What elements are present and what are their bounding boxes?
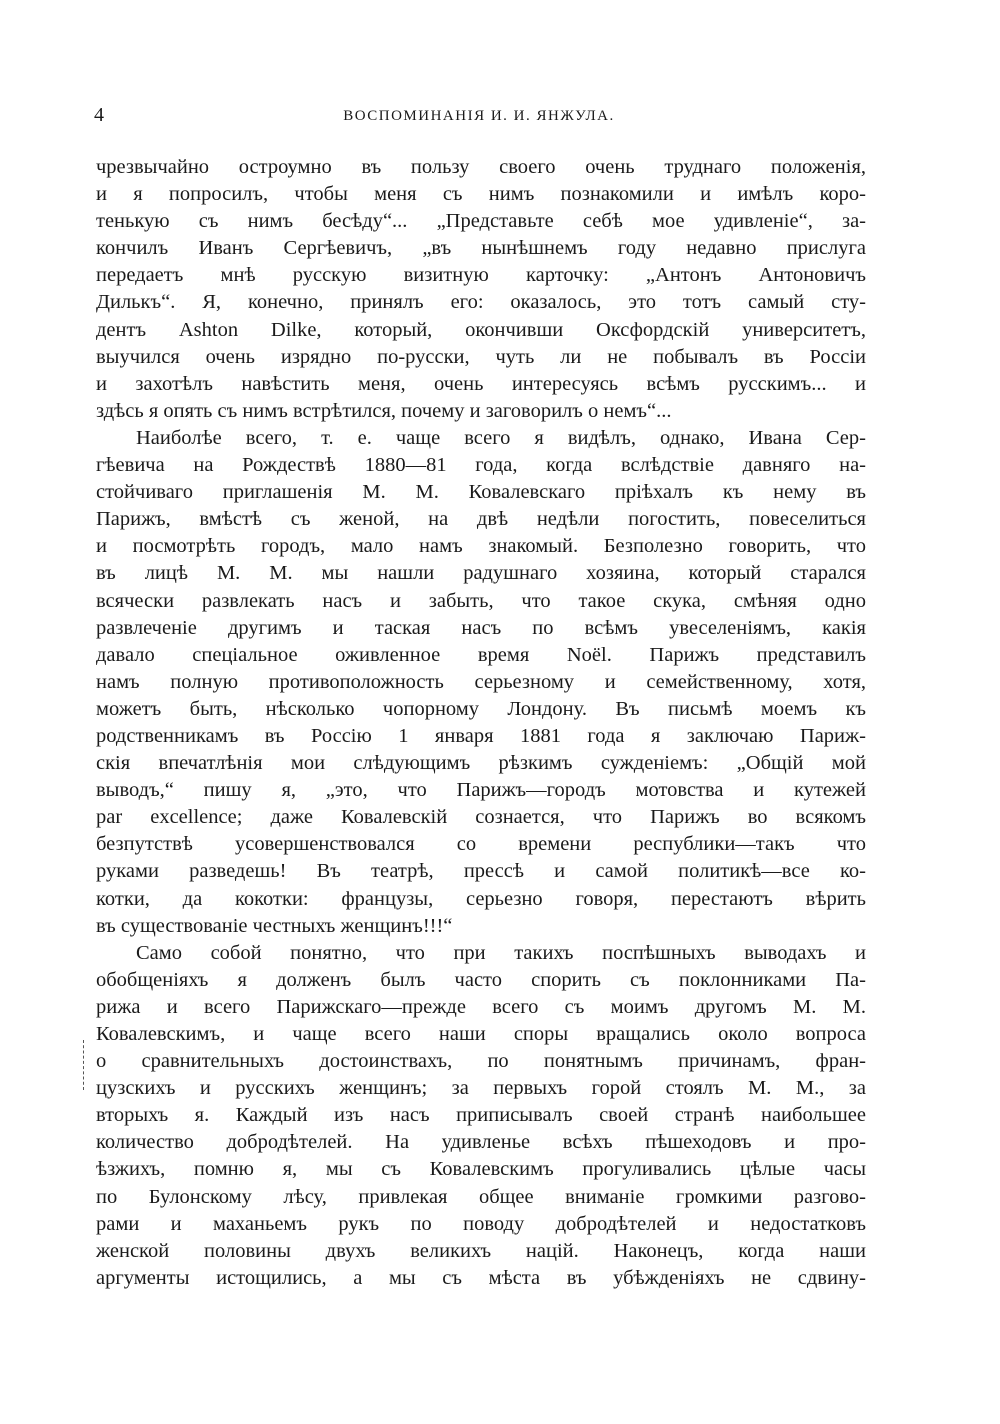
text-line: родственникамъ въ Россію 1 января 1881 года я заключаю Париж- — [96, 724, 866, 747]
text-line: руками разведешь! Въ театрѣ, прессѣ и самой политикѣ—все ко- — [96, 860, 866, 883]
text-line: рами и маханьемъ рукъ по поводу добродѣтелей и недостатковъ — [96, 1212, 866, 1235]
text-line: и захотѣлъ навѣстить меня, очень интересуясь всѣмъ русскимъ... и — [96, 372, 866, 395]
text-line: въ лицѣ М. М. мы нашли радушнаго хозяина, который старался — [96, 562, 866, 585]
text-line: par excellence; даже Ковалевскій сознается, что Парижъ во всякомъ — [96, 806, 866, 829]
text-line: и посмотрѣть городъ, мало намъ знакомый. Безполезно говорить, что — [96, 535, 866, 558]
text-line: Наиболѣе всего, т. е. чаще всего я видѣлъ, однако, Ивана Сер- — [136, 426, 866, 449]
text-line: давало спеціальное оживленное время Noёl. Парижъ представилъ — [96, 643, 866, 666]
text-line: можетъ быть, нѣсколько чопорному Лондону. Въ письмѣ моемъ къ — [96, 697, 866, 720]
text-line: рижа и всего Парижскаго—прежде всего съ моимъ другомъ М. М. — [96, 995, 866, 1018]
text-line: вторыхъ я. Каждый изъ насъ приписывалъ своей странѣ наибольшее — [96, 1104, 866, 1127]
text-line: обобщеніяхъ я долженъ былъ часто спорить съ поклонниками Па- — [96, 968, 866, 991]
text-line: чрезвычайно остроумно въ пользу своего очень труднаго положенія, — [96, 156, 866, 178]
text-line: цузскихъ и русскихъ женщинъ; за первыхъ горой стоялъ М. М., за — [96, 1077, 866, 1100]
text-line: Ковалевскимъ, и чаще всего наши споры вращались около вопроса — [96, 1023, 866, 1045]
text-line: о сравнительныхъ достоинствахъ, по понятнымъ причинамъ, фран- — [96, 1050, 866, 1073]
paragraph-1 — [96, 154, 866, 425]
body-text — [96, 154, 866, 1292]
text-line: выучился очень изрядно по-русски, чуть ли не побывалъ въ Россіи — [96, 345, 866, 368]
text-line: всячески развлекать насъ и забыть, что такое скука, смѣняя одно — [96, 589, 866, 612]
text-line: женской половины двухъ великихъ націй. Наконецъ, когда наши — [96, 1239, 866, 1262]
text-line: аргументы истощились, а мы съ мѣста въ убѣжденіяхъ не сдвину- — [96, 1266, 866, 1289]
text-line: Парижъ, вмѣстѣ съ женой, на двѣ недѣли погостить, повеселиться — [96, 508, 866, 531]
text-line: развлеченіе другимъ и таская насъ по всѣмъ увеселеніямъ, какія — [96, 616, 866, 639]
text-line: здѣсь я опять съ нимъ встрѣтился, почему и заговорилъ о немъ“... — [96, 399, 672, 422]
text-line: выводъ,“ пишу я, „это, что Парижъ—городъ мотовства и кутежей — [96, 779, 866, 802]
text-line: безпутствѣ усовершенствовался со времени республики—такъ что — [96, 833, 866, 856]
text-line: скія впечатлѣнія мои слѣдующимъ рѣзкимъ сужденіемъ: „Общій мой — [96, 752, 866, 775]
page-header — [94, 104, 864, 130]
text-line: Дилькъ“. Я, конечно, принялъ его: оказалось, это тотъ самый сту- — [96, 291, 866, 314]
text-line: количество добродѣтелей. На удивленье всѣхъ пѣшеходовъ и про- — [96, 1131, 866, 1154]
paragraph-3 — [96, 940, 866, 1292]
text-line: по Булонскому лѣсу, привлекая общее вниманіе громкими разгово- — [96, 1185, 866, 1208]
page-number: 4 — [94, 104, 104, 126]
text-line: гѣевича на Рождествѣ 1880—81 года, когда вслѣдствіе давняго на- — [96, 454, 866, 477]
text-line: ѣзжихъ, помню я, мы съ Ковалевскимъ прогуливались цѣлые часы — [96, 1158, 866, 1181]
text-line: намъ полную противоположность серьезному и семейственному, хотя, — [96, 670, 866, 693]
text-line: стойчиваго приглашенія М. М. Ковалевскаго пріѣхалъ къ нему въ — [96, 481, 866, 504]
paragraph-2 — [96, 425, 866, 940]
text-line: кончилъ Иванъ Сергѣевичъ, „въ нынѣшнемъ году недавно прислуга — [96, 237, 866, 260]
text-line: Само собой понятно, что при такихъ поспѣшныхъ выводахъ и — [136, 941, 866, 964]
text-line: дентъ Ashton Dilke, который, окончивши Оксфордскій университетъ, — [96, 318, 866, 341]
margin-pencil-mark — [83, 1040, 88, 1090]
text-line: тенькую съ нимъ бесѣду“... „Представьте себѣ мое удивленіе“, за- — [96, 210, 866, 233]
running-title: ВОСПОМИНАНІЯ И. И. ЯНЖУЛА. — [343, 108, 615, 124]
text-line: котки, да кокотки: французы, серьезно говоря, перестаютъ вѣрить — [96, 887, 866, 910]
text-line: въ существованіе честныхъ женщинъ!!!“ — [96, 914, 453, 937]
text-line: и я попросилъ, чтобы меня съ нимъ познакомили и имѣлъ коро- — [96, 183, 866, 206]
text-line: передаетъ мнѣ русскую визитную карточку: „Антонъ Антоновичъ — [96, 264, 866, 287]
